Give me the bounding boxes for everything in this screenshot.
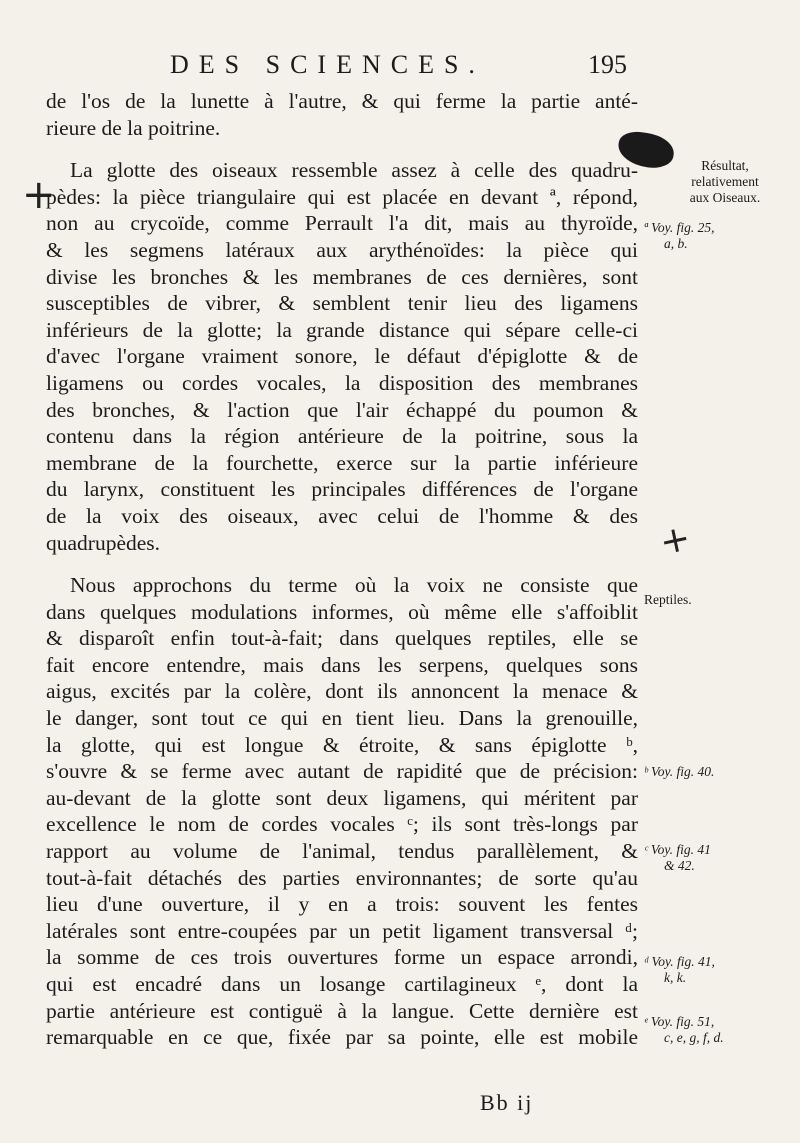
- main-text: [46, 88, 638, 1051]
- page-number: 195: [588, 50, 627, 79]
- margin-line: ᵉ Voy. fig. 51,: [644, 1014, 715, 1029]
- text-line: fait encore entendre, mais dans les serpens, quelques sons: [46, 652, 638, 677]
- text-line: d'avec l'organe vraiment sonore, le défaut d'épiglotte & de: [46, 344, 638, 369]
- margin-line: & 42.: [664, 858, 695, 873]
- margin-note-resultat: [650, 158, 800, 206]
- pen-mark-cross: +: [22, 172, 56, 218]
- margin-line: ᵈ Voy. fig. 41,: [644, 954, 715, 969]
- pen-mark-cross: +: [656, 517, 695, 564]
- paragraph-1: [46, 88, 638, 141]
- text-line: & disparoît enfin tout-à-fait; dans quelques reptiles, elle se: [46, 626, 638, 651]
- running-title: DES SCIENCES.: [170, 50, 485, 79]
- text-line: latérales sont entre-coupées par un petit ligament transversal ᵈ;: [46, 918, 638, 943]
- text-line: pèdes: la pièce triangulaire qui est placée en devant ª, répond,: [46, 184, 638, 209]
- text-line: quadrupèdes.: [46, 530, 161, 555]
- text-line: qui est encadré dans un losange cartilagineux ᵉ, dont la: [46, 972, 638, 996]
- text-line: non au crycoïde, comme Perrault l'a dit, mais au thyroïde,: [46, 211, 638, 236]
- text-line: divise les bronches & les membranes de ces dernières, sont: [46, 264, 638, 289]
- text-line: remarquable en ce que, fixée par sa pointe, elle est mobile: [46, 1025, 638, 1050]
- margin-note-e: [644, 1014, 794, 1046]
- text-line: la somme de ces trois ouvertures forme un espace arrondi,: [46, 945, 638, 970]
- text-line: rapport au volume de l'animal, tendus parallèlement, &: [46, 839, 638, 864]
- margin-line: relativement: [691, 174, 759, 189]
- text-line: ligamens ou cordes vocales, la disposition des membranes: [46, 370, 638, 395]
- text-line: dans quelques modulations informes, où même elle s'affoiblit: [46, 599, 638, 624]
- text-line: la glotte, qui est longue & étroite, & sans épiglotte ᵇ,: [46, 732, 638, 757]
- margin-line: a, b.: [664, 236, 688, 251]
- margin-note-a: [644, 220, 794, 252]
- text-line: au-devant de la glotte sont deux ligamens, qui méritent par: [46, 785, 638, 810]
- margin-note-c: [644, 842, 794, 874]
- margin-note-d: [644, 954, 794, 986]
- text-line: partie antérieure est contiguë à la langue. Cette dernière est: [46, 998, 638, 1023]
- text-line: du larynx, constituent les principales différences de l'organe: [46, 477, 638, 502]
- text-line: Nous approchons du terme où la voix ne consiste que: [70, 573, 638, 598]
- margin-line: aux Oiseaux.: [689, 190, 761, 205]
- text-line: tout-à-fait détachés des parties environnantes; de sorte qu'au: [46, 865, 638, 890]
- text-line: susceptibles de vibrer, & semblent tenir lieu des ligamens: [46, 291, 638, 316]
- paragraph-3: [46, 572, 638, 1051]
- text-line: La glotte des oiseaux ressemble assez à celle des quadru-: [70, 158, 638, 183]
- text-line: contenu dans la région antérieure de la poitrine, sous la: [46, 424, 638, 449]
- text-line: lieu d'une ouverture, il y en a trois: souvent les fentes: [46, 892, 638, 917]
- margin-note-reptiles: Reptiles.: [644, 592, 692, 607]
- text-line: excellence le nom de cordes vocales ᶜ; ils sont très-longs par: [46, 812, 638, 837]
- text-line: s'ouvre & se ferme avec autant de rapidité que de précision:: [46, 759, 638, 784]
- margin-line: ª Voy. fig. 25,: [644, 220, 715, 235]
- text-line: de l'os de la lunette à l'autre, & qui ferme la partie anté-: [46, 89, 638, 113]
- text-line: inférieurs de la glotte; la grande distance qui sépare celle-ci: [46, 317, 638, 342]
- margin-line: c, e, g, f, d.: [664, 1030, 724, 1045]
- signature-mark: Bb ij: [480, 1090, 534, 1115]
- text-line: rieure de la poitrine.: [46, 115, 221, 140]
- text-line: le danger, sont tout ce qui en tient lieu. Dans la grenouille,: [46, 706, 638, 731]
- paragraph-2: [46, 157, 638, 556]
- text-line: aigus, excités par la colère, dont ils annoncent la menace &: [46, 679, 638, 704]
- margin-line: ᶜ Voy. fig. 41: [644, 842, 711, 857]
- text-line: & les segmens latéraux aux arythénoïdes: la pièce qui: [46, 237, 638, 262]
- margin-note-b: ᵇ Voy. fig. 40.: [644, 764, 715, 779]
- text-line: membrane de la fourchette, exerce sur la partie inférieure: [46, 450, 638, 475]
- margin-line: Résultat,: [701, 158, 749, 173]
- margin-line: k, k.: [664, 970, 687, 985]
- text-line: des bronches, & l'action que l'air échappé du poumon &: [46, 397, 638, 422]
- text-line: de la voix des oiseaux, avec celui de l'homme & des: [46, 503, 638, 528]
